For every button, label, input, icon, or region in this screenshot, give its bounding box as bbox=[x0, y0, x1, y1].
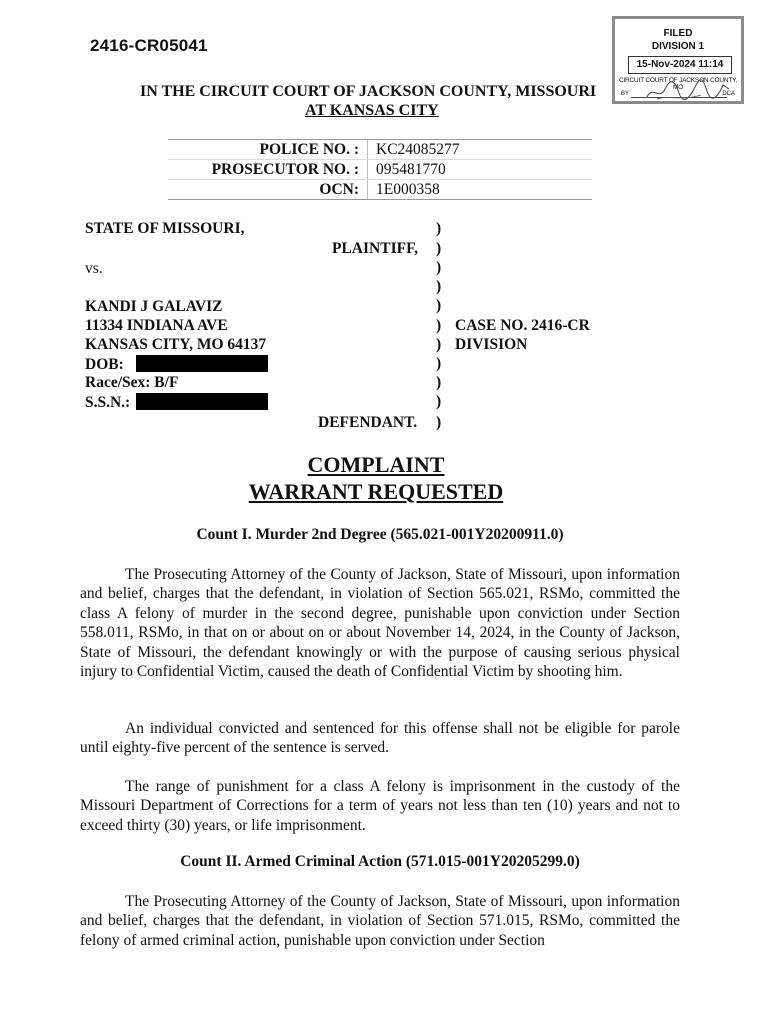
count-paragraph: An individual convicted and sentenced for this offense shall not be eligible for parole until eighty-five percent of the sentence is served. bbox=[80, 720, 680, 757]
dob-line bbox=[85, 355, 268, 374]
dob-label: DOB: bbox=[85, 356, 124, 373]
defendant-address-line2: KANSAS CITY, MO 64137 bbox=[85, 336, 267, 353]
stamp-datetime: 15-Nov-2024 11:14 bbox=[628, 56, 732, 74]
plaintiff-name: STATE OF MISSOURI, bbox=[85, 220, 245, 237]
count-paragraph: The range of punishment for a class A felony is imprisonment in the custody of the Missouri Department of Corrections for a term of years not less than ten (10) years and not to exceed thirty (30) years, or life imprisonment. bbox=[80, 778, 680, 834]
identifier-value: KC24085277 bbox=[376, 141, 460, 158]
caption-paren: ) bbox=[436, 414, 442, 431]
identifier-value: 095481770 bbox=[376, 161, 446, 178]
defendant-address-line1: 11334 INDIANA AVE bbox=[85, 317, 228, 334]
count-paragraph: The Prosecuting Attorney of the County of Jackson, State of Missouri, upon information and belief, charges that the defendant, in violation of Section 565.021, RSMo, committed the class A felony of murder in the second degree, punishable upon conviction under Section 558.011, RSMo, in that on or about on or about November 14, 2024, in the County of Jackson, State of Missouri, the defendant knowingly or with the purpose of causing serious physical injury to Confidential Victim, caused the death of Confidential Victim by shooting him. bbox=[80, 566, 680, 681]
stamp-filed-label: FILED bbox=[663, 28, 693, 39]
versus-label: vs. bbox=[85, 260, 103, 277]
case-number-header: 2416-CR05041 bbox=[90, 36, 208, 55]
caption-paren: ) bbox=[436, 220, 442, 237]
identifier-value: 1E000358 bbox=[376, 181, 440, 198]
identifier-row bbox=[168, 180, 592, 199]
identifier-label: PROSECUTOR NO. : bbox=[168, 160, 368, 179]
case-number: CASE NO. 2416-CR bbox=[455, 317, 590, 334]
dob-redaction bbox=[136, 355, 268, 372]
plaintiff-label: PLAINTIFF, bbox=[332, 240, 418, 257]
document-subtitle: WARRANT REQUESTED bbox=[248, 479, 504, 504]
caption-paren: ) bbox=[436, 240, 442, 257]
signature-scribble bbox=[643, 77, 733, 103]
stamp-court: CIRCUIT COURT OF JACKSON COUNTY, MO bbox=[618, 77, 738, 91]
court-location: AT KANSAS CITY bbox=[305, 102, 439, 119]
caption-paren: ) bbox=[436, 317, 442, 334]
caption-paren: ) bbox=[436, 297, 442, 314]
filed-stamp bbox=[612, 16, 744, 104]
document-title: COMPLAINT bbox=[307, 452, 445, 477]
stamp-by-label: BY bbox=[621, 91, 630, 97]
identifier-label: POLICE NO. : bbox=[168, 140, 368, 159]
ssn-label: S.S.N.: bbox=[85, 394, 131, 411]
caption-paren: ) bbox=[436, 259, 442, 276]
identifiers-table bbox=[168, 139, 592, 200]
stamp-dca-label: DCA bbox=[722, 91, 735, 97]
count-heading: Count II. Armed Criminal Action (571.015-001Y20205299.0) bbox=[180, 853, 580, 870]
ssn-redaction bbox=[136, 393, 268, 410]
identifier-row bbox=[168, 140, 592, 160]
court-name: IN THE CIRCUIT COURT OF JACKSON COUNTY, MISSOURI bbox=[140, 83, 597, 100]
race-sex: Race/Sex: B/F bbox=[85, 374, 179, 391]
identifier-row bbox=[168, 160, 592, 180]
case-division: DIVISION bbox=[455, 336, 528, 353]
caption-paren: ) bbox=[436, 393, 442, 410]
defendant-name: KANDI J GALAVIZ bbox=[85, 298, 223, 315]
stamp-division: DIVISION 1 bbox=[651, 41, 705, 52]
count-heading: Count I. Murder 2nd Degree (565.021-001Y20200911.0) bbox=[196, 526, 564, 543]
identifier-label: OCN: bbox=[168, 180, 368, 199]
caption-paren: ) bbox=[436, 374, 442, 391]
defendant-label: DEFENDANT. bbox=[318, 414, 418, 431]
count-paragraph: The Prosecuting Attorney of the County of Jackson, State of Missouri, upon information and belief, charges that the defendant, in violation of Section 571.015, RSMo, committed the felony of armed criminal action, punishable upon conviction under Section bbox=[80, 893, 680, 949]
caption-paren: ) bbox=[436, 355, 442, 372]
caption-paren: ) bbox=[436, 336, 442, 353]
caption-paren: ) bbox=[436, 278, 442, 295]
ssn-line bbox=[85, 393, 268, 412]
